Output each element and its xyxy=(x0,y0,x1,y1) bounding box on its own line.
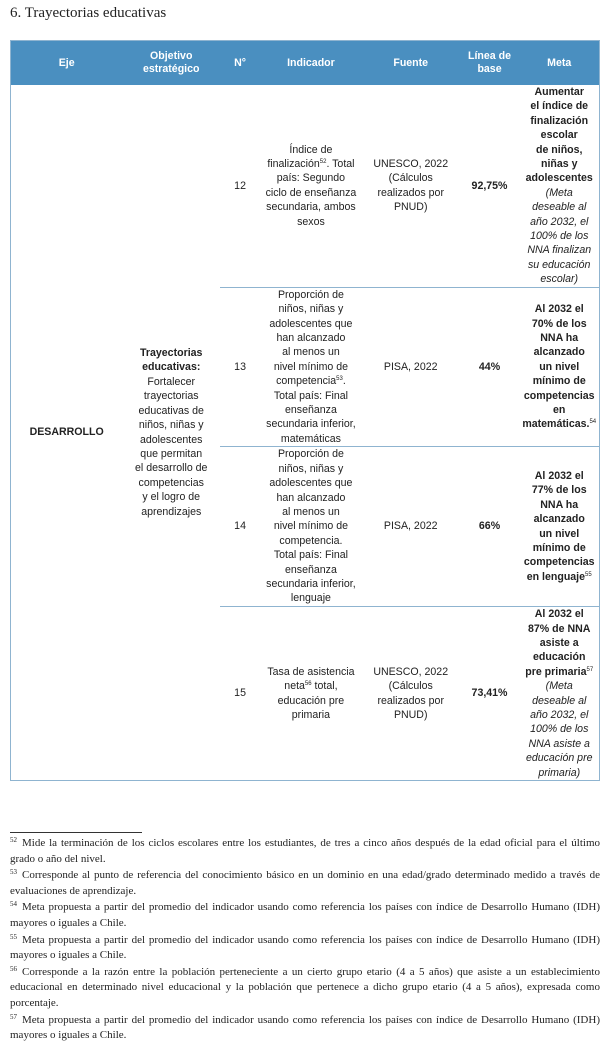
footnote-number: 56 xyxy=(10,964,17,973)
indicador-cell xyxy=(260,85,362,287)
footnote-number: 54 xyxy=(10,900,17,909)
fuente-cell: UNESCO, 2022 (Cálculos realizados por PNUD) xyxy=(362,85,460,287)
section-title: 6. Trayectorias educativas xyxy=(10,5,167,21)
header-indicador: Indicador xyxy=(260,41,362,86)
footnote-ref: 54 xyxy=(589,419,597,426)
footnote-text: Corresponde a la razón entre la población perteneciente a un cierto grupo etario (4 a 5 años) que asiste a un establecimiento educacional en determinado nivel educacional y la población que pertenece a dicho grupo etario (4 a 5 años), expresada como porcentaje. xyxy=(10,965,600,1009)
indicador-cell xyxy=(260,607,362,781)
footnote-number: 55 xyxy=(10,932,17,941)
eje-cell: DESARROLLO xyxy=(29,426,104,439)
header-fuente: Fuente xyxy=(362,41,460,86)
header-linea-base: Línea de base xyxy=(460,41,520,86)
indicador-text-cont: . Total país: Final enseñanza secundaria inferior, matemáticas xyxy=(266,375,356,445)
meta-cell xyxy=(519,607,599,781)
meta-note: (Meta deseable al año 2032, el 100% de los NNA finalizan su educación escolar) xyxy=(527,186,592,286)
indicador-cell xyxy=(260,447,362,607)
table-row xyxy=(11,85,600,287)
footnotes xyxy=(10,836,600,1045)
indicador-text: Tasa de asistencia neta xyxy=(267,665,355,693)
numero-cell: 14 xyxy=(220,447,260,607)
footnote-number: 57 xyxy=(10,1012,17,1021)
linea-base-cell: 66% xyxy=(460,447,520,607)
indicador-text: Índice de finalización xyxy=(267,143,333,171)
footnote-ref: 56 xyxy=(304,681,312,688)
indicador-text: Proporción de niños, niñas y adolescentes que han alcanzado al menos un nivel mínimo de competencia. Total país: Final enseñanza secundaria inferior, lenguaje xyxy=(266,448,356,605)
header-eje: Eje xyxy=(11,41,123,86)
footnote xyxy=(10,900,600,931)
objetivo-cell xyxy=(122,85,220,781)
numero-cell: 15 xyxy=(234,687,246,700)
objetivo-title: Trayectorias educativas: xyxy=(140,347,203,374)
header-meta: Meta xyxy=(519,41,599,86)
footnote-ref: 52 xyxy=(319,159,327,166)
meta-text: Aumentar el índice de finalización escolar de niños, niñas y adolescentes xyxy=(525,86,593,185)
indicador-text-cont: total, educación pre primaria xyxy=(277,680,345,721)
fuente-cell: PISA, 2022 xyxy=(362,287,460,446)
indicators-table xyxy=(10,40,600,781)
linea-base-cell: 44% xyxy=(460,287,520,446)
footnote-text: Meta propuesta a partir del promedio del indicador usando como referencia los países con índice de Desarrollo Humano (IDH) mayores o iguales a Chile. xyxy=(10,901,600,929)
indicador-text-cont: . Total país: Segundo ciclo de enseñanza secundaria, ambos sexos xyxy=(265,158,357,228)
footnote xyxy=(10,1013,600,1044)
meta-text: Al 2032 el 70% de los NNA ha alcanzado un nivel mínimo de competencias en matemáticas. xyxy=(522,303,595,431)
header-numero: N° xyxy=(220,41,260,86)
meta-cell xyxy=(519,85,599,287)
footnote xyxy=(10,933,600,964)
indicador-text: Proporción de niños, niñas y adolescentes que han alcanzado al menos un nivel mínimo de competencia xyxy=(269,288,353,388)
footnote-text: Meta propuesta a partir del promedio del indicador usando como referencia los países con índice de Desarrollo Humano (IDH) mayores o iguales a Chile. xyxy=(10,1013,600,1042)
indicador-cell xyxy=(260,287,362,446)
footnote-ref: 55 xyxy=(585,571,592,578)
footnote-number: 52 xyxy=(10,836,17,844)
meta-text: Al 2032 el 87% de NNA asiste a educación pre primaria xyxy=(525,608,591,678)
fuente-cell: PISA, 2022 xyxy=(362,447,460,607)
footnote-text: Corresponde al punto de referencia del conocimiento básico en un dominio en una edad/grado determinado medido a través de evaluaciones de aprendizaje. xyxy=(10,869,600,897)
footnote xyxy=(10,836,600,867)
objetivo-text: Fortalecer trayectorias educativas de niños, niñas y adolescentes que permitan el desarrollo de competencias y el logro de aprendizajes xyxy=(135,375,208,518)
meta-text: Al 2032 el 77% de los NNA ha alcanzado un nivel mínimo de competencias en lenguaje xyxy=(523,470,595,583)
footnote-separator xyxy=(10,832,142,833)
footnote-text: Mide la terminación de los ciclos escolares entre los estudiantes, de tres a cinco años después de la edad oficial para el último grado o año del nivel. xyxy=(10,837,600,865)
linea-base-cell: 73,41% xyxy=(471,687,508,700)
meta-cell xyxy=(519,287,599,446)
fuente-cell: UNESCO, 2022 (Cálculos realizados por PNUD) xyxy=(373,665,449,721)
linea-base-cell: 92,75% xyxy=(460,85,520,287)
footnote-ref: 53 xyxy=(336,376,343,383)
numero-cell: 12 xyxy=(220,85,260,287)
footnote-ref: 57 xyxy=(586,666,594,673)
table-header-row xyxy=(11,41,600,86)
meta-cell xyxy=(519,447,599,607)
meta-note: (Meta deseable al año 2032, el 100% de los NNA asiste a educación pre primaria) xyxy=(525,680,593,779)
header-objetivo: Objetivo estratégico xyxy=(122,41,220,86)
footnote-text: Meta propuesta a partir del promedio del indicador usando como referencia los países con índice de Desarrollo Humano (IDH) mayores o iguales a Chile. xyxy=(10,933,600,962)
footnote xyxy=(10,965,600,1012)
footnote xyxy=(10,868,600,899)
footnote-number: 53 xyxy=(10,868,17,877)
numero-cell: 13 xyxy=(220,287,260,446)
